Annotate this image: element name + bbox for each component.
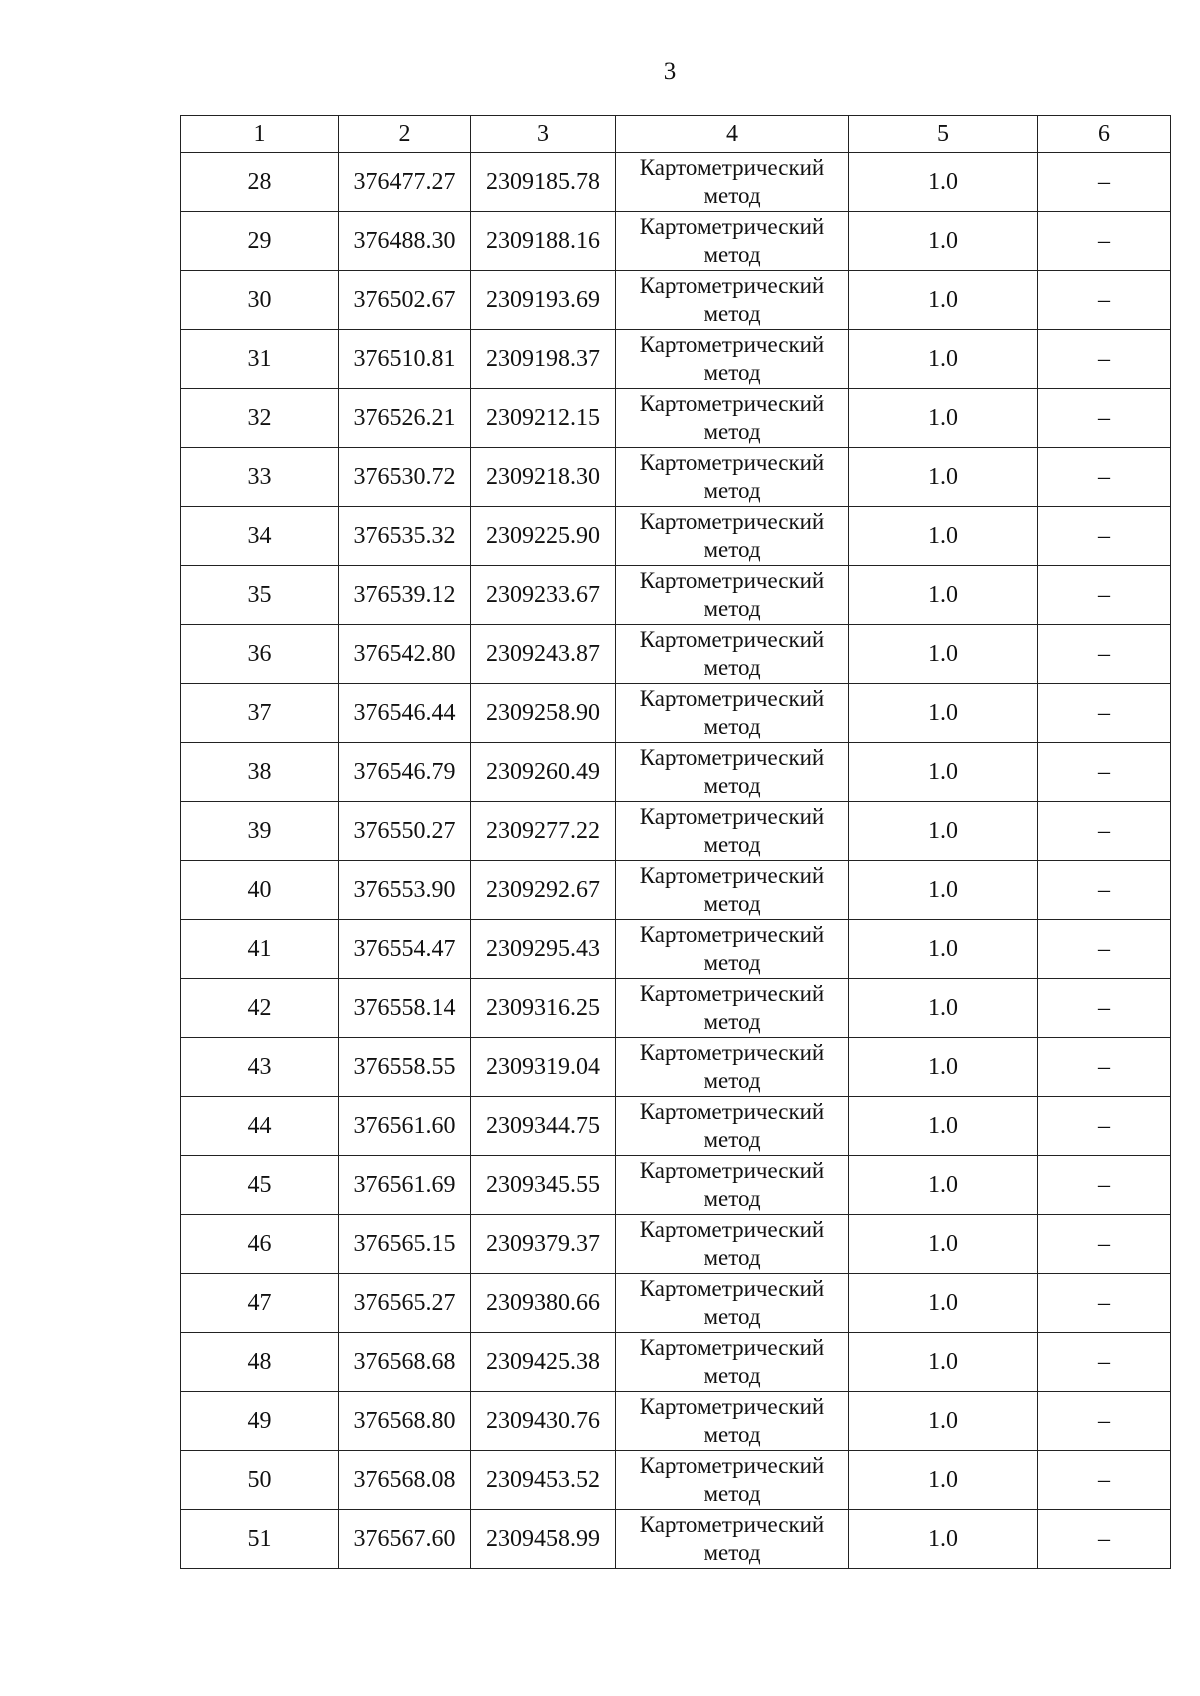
y-coordinate-cell: 2309344.75 bbox=[471, 1097, 616, 1156]
point-number-cell: 50 bbox=[181, 1451, 339, 1510]
header-col-5: 5 bbox=[849, 116, 1038, 153]
x-coordinate-cell: 376502.67 bbox=[339, 271, 471, 330]
method-line-1: Картометрический bbox=[639, 1394, 825, 1419]
x-coordinate-cell: 376510.81 bbox=[339, 330, 471, 389]
accuracy-cell: 1.0 bbox=[849, 1392, 1038, 1451]
method-line-2: метод bbox=[703, 773, 761, 798]
method-line-1: Картометрический bbox=[639, 686, 825, 711]
note-cell: – bbox=[1038, 1097, 1171, 1156]
point-number-cell: 34 bbox=[181, 507, 339, 566]
method-line-1: Картометрический bbox=[639, 1276, 825, 1301]
method-line-1: Картометрический bbox=[639, 1335, 825, 1360]
note-cell: – bbox=[1038, 861, 1171, 920]
point-number-cell: 42 bbox=[181, 979, 339, 1038]
note-cell: – bbox=[1038, 1333, 1171, 1392]
method-cell bbox=[616, 920, 849, 979]
accuracy-cell: 1.0 bbox=[849, 861, 1038, 920]
point-number-cell: 47 bbox=[181, 1274, 339, 1333]
y-coordinate-cell: 2309425.38 bbox=[471, 1333, 616, 1392]
note-cell: – bbox=[1038, 1510, 1171, 1569]
point-number-cell: 43 bbox=[181, 1038, 339, 1097]
method-cell bbox=[616, 566, 849, 625]
method-line-2: метод bbox=[703, 537, 761, 562]
table-row bbox=[181, 802, 1171, 861]
method-cell bbox=[616, 802, 849, 861]
method-line-1: Картометрический bbox=[639, 1453, 825, 1478]
table-row bbox=[181, 861, 1171, 920]
table-row bbox=[181, 684, 1171, 743]
accuracy-cell: 1.0 bbox=[849, 507, 1038, 566]
method-line-2: метод bbox=[703, 1540, 761, 1565]
y-coordinate-cell: 2309243.87 bbox=[471, 625, 616, 684]
method-cell bbox=[616, 1097, 849, 1156]
point-number-cell: 48 bbox=[181, 1333, 339, 1392]
y-coordinate-cell: 2309319.04 bbox=[471, 1038, 616, 1097]
point-number-cell: 35 bbox=[181, 566, 339, 625]
note-cell: – bbox=[1038, 507, 1171, 566]
x-coordinate-cell: 376526.21 bbox=[339, 389, 471, 448]
table-row bbox=[181, 212, 1171, 271]
method-line-1: Картометрический bbox=[639, 509, 825, 534]
point-number-cell: 28 bbox=[181, 153, 339, 212]
method-line-1: Картометрический bbox=[639, 332, 825, 357]
accuracy-cell: 1.0 bbox=[849, 743, 1038, 802]
method-line-1: Картометрический bbox=[639, 922, 825, 947]
point-number-cell: 37 bbox=[181, 684, 339, 743]
method-line-1: Картометрический bbox=[639, 863, 825, 888]
method-line-2: метод bbox=[703, 1127, 761, 1152]
y-coordinate-cell: 2309218.30 bbox=[471, 448, 616, 507]
x-coordinate-cell: 376568.80 bbox=[339, 1392, 471, 1451]
note-cell: – bbox=[1038, 1156, 1171, 1215]
header-col-4: 4 bbox=[616, 116, 849, 153]
table-body bbox=[181, 153, 1171, 1569]
note-cell: – bbox=[1038, 1038, 1171, 1097]
note-cell: – bbox=[1038, 920, 1171, 979]
method-cell bbox=[616, 271, 849, 330]
method-line-1: Картометрический bbox=[639, 804, 825, 829]
method-line-2: метод bbox=[703, 1422, 761, 1447]
y-coordinate-cell: 2309458.99 bbox=[471, 1510, 616, 1569]
table-row bbox=[181, 1097, 1171, 1156]
header-col-2: 2 bbox=[339, 116, 471, 153]
y-coordinate-cell: 2309316.25 bbox=[471, 979, 616, 1038]
table-row bbox=[181, 271, 1171, 330]
y-coordinate-cell: 2309193.69 bbox=[471, 271, 616, 330]
accuracy-cell: 1.0 bbox=[849, 1038, 1038, 1097]
y-coordinate-cell: 2309380.66 bbox=[471, 1274, 616, 1333]
accuracy-cell: 1.0 bbox=[849, 684, 1038, 743]
method-line-1: Картометрический bbox=[639, 1158, 825, 1183]
note-cell: – bbox=[1038, 743, 1171, 802]
method-line-2: метод bbox=[703, 183, 761, 208]
table-row bbox=[181, 1451, 1171, 1510]
y-coordinate-cell: 2309295.43 bbox=[471, 920, 616, 979]
method-line-1: Картометрический bbox=[639, 627, 825, 652]
method-line-2: метод bbox=[703, 1009, 761, 1034]
point-number-cell: 38 bbox=[181, 743, 339, 802]
y-coordinate-cell: 2309225.90 bbox=[471, 507, 616, 566]
method-line-2: метод bbox=[703, 1068, 761, 1093]
accuracy-cell: 1.0 bbox=[849, 979, 1038, 1038]
method-line-2: метод bbox=[703, 360, 761, 385]
y-coordinate-cell: 2309185.78 bbox=[471, 153, 616, 212]
method-line-1: Картометрический bbox=[639, 1099, 825, 1124]
x-coordinate-cell: 376554.47 bbox=[339, 920, 471, 979]
note-cell: – bbox=[1038, 684, 1171, 743]
method-cell bbox=[616, 212, 849, 271]
y-coordinate-cell: 2309233.67 bbox=[471, 566, 616, 625]
note-cell: – bbox=[1038, 802, 1171, 861]
x-coordinate-cell: 376488.30 bbox=[339, 212, 471, 271]
header-col-1: 1 bbox=[181, 116, 339, 153]
method-line-2: метод bbox=[703, 832, 761, 857]
method-cell bbox=[616, 1392, 849, 1451]
coordinates-table-container bbox=[180, 115, 1170, 1569]
y-coordinate-cell: 2309188.16 bbox=[471, 212, 616, 271]
method-line-2: метод bbox=[703, 242, 761, 267]
x-coordinate-cell: 376568.68 bbox=[339, 1333, 471, 1392]
accuracy-cell: 1.0 bbox=[849, 625, 1038, 684]
accuracy-cell: 1.0 bbox=[849, 1451, 1038, 1510]
table-row bbox=[181, 1510, 1171, 1569]
x-coordinate-cell: 376567.60 bbox=[339, 1510, 471, 1569]
header-col-3: 3 bbox=[471, 116, 616, 153]
x-coordinate-cell: 376565.27 bbox=[339, 1274, 471, 1333]
accuracy-cell: 1.0 bbox=[849, 920, 1038, 979]
page-number: 3 bbox=[663, 58, 677, 85]
method-line-1: Картометрический bbox=[639, 273, 825, 298]
method-cell bbox=[616, 153, 849, 212]
point-number-cell: 40 bbox=[181, 861, 339, 920]
point-number-cell: 51 bbox=[181, 1510, 339, 1569]
x-coordinate-cell: 376561.69 bbox=[339, 1156, 471, 1215]
accuracy-cell: 1.0 bbox=[849, 271, 1038, 330]
method-cell bbox=[616, 1156, 849, 1215]
y-coordinate-cell: 2309198.37 bbox=[471, 330, 616, 389]
point-number-cell: 49 bbox=[181, 1392, 339, 1451]
method-line-2: метод bbox=[703, 1186, 761, 1211]
method-line-1: Картометрический bbox=[639, 745, 825, 770]
point-number-cell: 36 bbox=[181, 625, 339, 684]
method-line-2: метод bbox=[703, 301, 761, 326]
accuracy-cell: 1.0 bbox=[849, 153, 1038, 212]
method-line-2: метод bbox=[703, 419, 761, 444]
table-row bbox=[181, 1215, 1171, 1274]
table-row bbox=[181, 625, 1171, 684]
method-line-1: Картометрический bbox=[639, 1040, 825, 1065]
method-line-1: Картометрический bbox=[639, 450, 825, 475]
method-line-1: Картометрический bbox=[639, 1217, 825, 1242]
point-number-cell: 44 bbox=[181, 1097, 339, 1156]
x-coordinate-cell: 376546.44 bbox=[339, 684, 471, 743]
note-cell: – bbox=[1038, 979, 1171, 1038]
x-coordinate-cell: 376561.60 bbox=[339, 1097, 471, 1156]
accuracy-cell: 1.0 bbox=[849, 802, 1038, 861]
x-coordinate-cell: 376477.27 bbox=[339, 153, 471, 212]
method-cell bbox=[616, 1038, 849, 1097]
method-cell bbox=[616, 389, 849, 448]
accuracy-cell: 1.0 bbox=[849, 1510, 1038, 1569]
method-line-1: Картометрический bbox=[639, 568, 825, 593]
x-coordinate-cell: 376546.79 bbox=[339, 743, 471, 802]
method-cell bbox=[616, 507, 849, 566]
y-coordinate-cell: 2309277.22 bbox=[471, 802, 616, 861]
accuracy-cell: 1.0 bbox=[849, 1333, 1038, 1392]
table-row bbox=[181, 979, 1171, 1038]
accuracy-cell: 1.0 bbox=[849, 448, 1038, 507]
method-line-1: Картометрический bbox=[639, 155, 825, 180]
point-number-cell: 39 bbox=[181, 802, 339, 861]
point-number-cell: 45 bbox=[181, 1156, 339, 1215]
y-coordinate-cell: 2309345.55 bbox=[471, 1156, 616, 1215]
table-row bbox=[181, 507, 1171, 566]
accuracy-cell: 1.0 bbox=[849, 566, 1038, 625]
table-row bbox=[181, 330, 1171, 389]
x-coordinate-cell: 376568.08 bbox=[339, 1451, 471, 1510]
x-coordinate-cell: 376535.32 bbox=[339, 507, 471, 566]
method-line-2: метод bbox=[703, 1481, 761, 1506]
point-number-cell: 29 bbox=[181, 212, 339, 271]
method-line-2: метод bbox=[703, 714, 761, 739]
table-row bbox=[181, 566, 1171, 625]
method-line-2: метод bbox=[703, 891, 761, 916]
note-cell: – bbox=[1038, 330, 1171, 389]
y-coordinate-cell: 2309212.15 bbox=[471, 389, 616, 448]
coordinates-table bbox=[180, 115, 1171, 1569]
table-row bbox=[181, 448, 1171, 507]
y-coordinate-cell: 2309453.52 bbox=[471, 1451, 616, 1510]
table-row bbox=[181, 1274, 1171, 1333]
accuracy-cell: 1.0 bbox=[849, 1215, 1038, 1274]
note-cell: – bbox=[1038, 153, 1171, 212]
method-cell bbox=[616, 1510, 849, 1569]
method-cell bbox=[616, 1451, 849, 1510]
note-cell: – bbox=[1038, 625, 1171, 684]
note-cell: – bbox=[1038, 271, 1171, 330]
x-coordinate-cell: 376558.55 bbox=[339, 1038, 471, 1097]
point-number-cell: 41 bbox=[181, 920, 339, 979]
method-line-1: Картометрический bbox=[639, 214, 825, 239]
method-line-1: Картометрический bbox=[639, 1512, 825, 1537]
method-line-2: метод bbox=[703, 596, 761, 621]
method-cell bbox=[616, 979, 849, 1038]
method-line-1: Картометрический bbox=[639, 981, 825, 1006]
method-cell bbox=[616, 1274, 849, 1333]
point-number-cell: 30 bbox=[181, 271, 339, 330]
method-line-1: Картометрический bbox=[639, 391, 825, 416]
table-row bbox=[181, 153, 1171, 212]
y-coordinate-cell: 2309258.90 bbox=[471, 684, 616, 743]
x-coordinate-cell: 376565.15 bbox=[339, 1215, 471, 1274]
y-coordinate-cell: 2309430.76 bbox=[471, 1392, 616, 1451]
point-number-cell: 32 bbox=[181, 389, 339, 448]
note-cell: – bbox=[1038, 1392, 1171, 1451]
x-coordinate-cell: 376550.27 bbox=[339, 802, 471, 861]
y-coordinate-cell: 2309379.37 bbox=[471, 1215, 616, 1274]
accuracy-cell: 1.0 bbox=[849, 330, 1038, 389]
table-row bbox=[181, 1156, 1171, 1215]
note-cell: – bbox=[1038, 448, 1171, 507]
method-line-2: метод bbox=[703, 1363, 761, 1388]
method-cell bbox=[616, 625, 849, 684]
y-coordinate-cell: 2309260.49 bbox=[471, 743, 616, 802]
method-cell bbox=[616, 330, 849, 389]
method-cell bbox=[616, 743, 849, 802]
table-row bbox=[181, 1038, 1171, 1097]
note-cell: – bbox=[1038, 212, 1171, 271]
accuracy-cell: 1.0 bbox=[849, 1274, 1038, 1333]
method-line-2: метод bbox=[703, 1304, 761, 1329]
method-cell bbox=[616, 684, 849, 743]
accuracy-cell: 1.0 bbox=[849, 1097, 1038, 1156]
accuracy-cell: 1.0 bbox=[849, 389, 1038, 448]
method-line-2: метод bbox=[703, 1245, 761, 1270]
accuracy-cell: 1.0 bbox=[849, 212, 1038, 271]
method-cell bbox=[616, 1215, 849, 1274]
note-cell: – bbox=[1038, 1451, 1171, 1510]
table-header-row bbox=[181, 116, 1171, 153]
x-coordinate-cell: 376542.80 bbox=[339, 625, 471, 684]
method-line-2: метод bbox=[703, 655, 761, 680]
table-row bbox=[181, 743, 1171, 802]
table-row bbox=[181, 389, 1171, 448]
x-coordinate-cell: 376558.14 bbox=[339, 979, 471, 1038]
accuracy-cell: 1.0 bbox=[849, 1156, 1038, 1215]
x-coordinate-cell: 376539.12 bbox=[339, 566, 471, 625]
point-number-cell: 46 bbox=[181, 1215, 339, 1274]
note-cell: – bbox=[1038, 566, 1171, 625]
method-cell bbox=[616, 861, 849, 920]
method-cell bbox=[616, 1333, 849, 1392]
note-cell: – bbox=[1038, 1274, 1171, 1333]
x-coordinate-cell: 376530.72 bbox=[339, 448, 471, 507]
method-line-2: метод bbox=[703, 478, 761, 503]
y-coordinate-cell: 2309292.67 bbox=[471, 861, 616, 920]
header-col-6: 6 bbox=[1038, 116, 1171, 153]
table-row bbox=[181, 920, 1171, 979]
note-cell: – bbox=[1038, 1215, 1171, 1274]
point-number-cell: 33 bbox=[181, 448, 339, 507]
point-number-cell: 31 bbox=[181, 330, 339, 389]
method-cell bbox=[616, 448, 849, 507]
method-line-2: метод bbox=[703, 950, 761, 975]
table-row bbox=[181, 1333, 1171, 1392]
note-cell: – bbox=[1038, 389, 1171, 448]
x-coordinate-cell: 376553.90 bbox=[339, 861, 471, 920]
table-row bbox=[181, 1392, 1171, 1451]
